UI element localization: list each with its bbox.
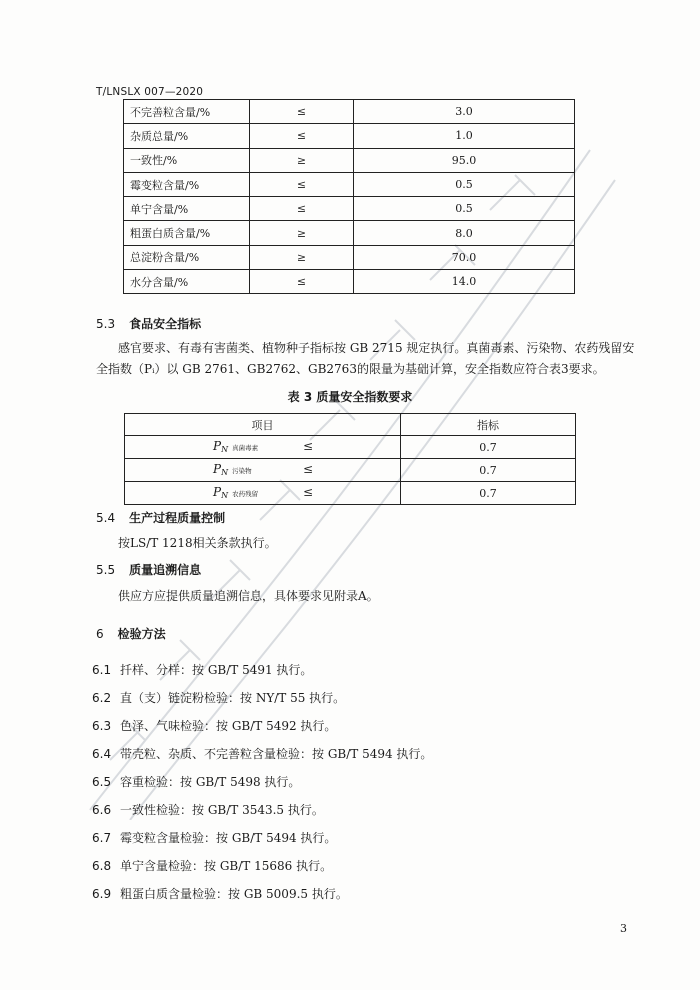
- comparison-operator: ≤: [303, 462, 314, 476]
- item-name: 粗蛋白质含量/%: [124, 221, 250, 245]
- section-5-4-text: 按LS/T 1218相关条款执行。: [118, 536, 277, 550]
- item-value: 14.0: [354, 270, 575, 294]
- item-name: 单宁含量/%: [124, 197, 250, 221]
- item-text: 直（支）链淀粉检验：按 NY/T 55 执行。: [120, 691, 346, 705]
- item-name: 不完善粒含量/%: [124, 100, 250, 124]
- item-number: 6.2: [92, 691, 112, 705]
- item-text: 扦样、分样：按 GB/T 5491 执行。: [120, 663, 313, 677]
- table-row: [124, 172, 575, 196]
- item-value: 1.0: [354, 124, 575, 148]
- page-number: 3: [620, 922, 627, 935]
- item-text: 带壳粒、杂质、不完善粒含量检验：按 GB/T 5494 执行。: [120, 747, 433, 761]
- index-symbol: $P_N$ 污染物: [213, 462, 252, 477]
- list-item: [92, 717, 336, 734]
- section-title: 生产过程质量控制: [129, 511, 226, 525]
- item-value: 95.0: [354, 148, 575, 172]
- index-value: 0.7: [401, 459, 576, 482]
- quality-table: [123, 99, 575, 294]
- section-5-5-heading: [96, 561, 201, 578]
- section-6-heading: [96, 625, 166, 642]
- list-item: [92, 857, 332, 874]
- section-5-3-heading: [96, 315, 201, 332]
- comparison-operator: ≤: [250, 124, 354, 148]
- table-row: [125, 459, 576, 482]
- item-value: 70.0: [354, 245, 575, 269]
- section-5-3-line-2: 全指数（Pᵢ）以 GB 2761、GB2762、GB2763的限量为基础计算，安全指数应符合表3要求。: [96, 362, 605, 376]
- item-text: 一致性检验：按 GB/T 3543.5 执行。: [120, 803, 324, 817]
- table-row: [124, 270, 575, 294]
- table-row: [125, 436, 576, 459]
- header-index: 指标: [401, 414, 576, 436]
- table-header-row: [125, 414, 576, 436]
- table-row: [124, 100, 575, 124]
- item-number: 6.1: [92, 663, 112, 677]
- table-3: [124, 413, 576, 505]
- item-value: 3.0: [354, 100, 575, 124]
- header-item: 项目: [125, 414, 401, 436]
- item-number: 6.4: [92, 747, 112, 761]
- index-value: 0.7: [401, 482, 576, 505]
- comparison-operator: ≤: [250, 270, 354, 294]
- section-5-3-line-1: 感官要求、有毒有害菌类、植物种子指标按 GB 2715 规定执行。真菌毒素、污染物、农药残留安: [118, 341, 635, 355]
- list-item: [92, 885, 348, 902]
- item-number: 6.5: [92, 775, 112, 789]
- comparison-operator: ≤: [250, 197, 354, 221]
- index-symbol: $P_N$ 农药残留: [213, 485, 259, 500]
- table-row: [124, 245, 575, 269]
- index-symbol: $P_N$ 真菌毒素: [213, 439, 259, 454]
- table-row: [124, 197, 575, 221]
- item-number: 6.8: [92, 859, 112, 873]
- comparison-operator: ≥: [250, 221, 354, 245]
- item-cell: [125, 436, 401, 459]
- list-item: [92, 829, 336, 846]
- item-name: 一致性/%: [124, 148, 250, 172]
- table-row: [124, 148, 575, 172]
- table-3-caption: 表 3 质量安全指数要求: [287, 390, 413, 404]
- section-title: 检验方法: [117, 627, 166, 641]
- comparison-operator: ≥: [250, 148, 354, 172]
- item-text: 单宁含量检验：按 GB/T 15686 执行。: [120, 859, 333, 873]
- table-row: [124, 124, 575, 148]
- item-name: 杂质总量/%: [124, 124, 250, 148]
- item-value: 0.5: [354, 172, 575, 196]
- comparison-operator: ≤: [250, 100, 354, 124]
- table-row: [125, 482, 576, 505]
- document-code: T/LNSLX 007—2020: [96, 86, 204, 98]
- item-text: 色泽、气味检验：按 GB/T 5492 执行。: [120, 719, 337, 733]
- item-cell: [125, 482, 401, 505]
- table-row: [124, 221, 575, 245]
- item-name: 总淀粉含量/%: [124, 245, 250, 269]
- comparison-operator: ≤: [303, 439, 314, 453]
- item-text: 粗蛋白质含量检验：按 GB 5009.5 执行。: [120, 887, 348, 901]
- list-item: [92, 689, 345, 706]
- comparison-operator: ≤: [250, 172, 354, 196]
- item-text: 霉变粒含量检验：按 GB/T 5494 执行。: [120, 831, 337, 845]
- item-value: 8.0: [354, 221, 575, 245]
- item-name: 霉变粒含量/%: [124, 172, 250, 196]
- comparison-operator: ≥: [250, 245, 354, 269]
- section-5-5-text: 供应方应提供质量追溯信息，具体要求见附录A。: [118, 589, 379, 603]
- list-item: [92, 745, 432, 762]
- section-number: 5.4: [96, 511, 116, 525]
- item-number: 6.7: [92, 831, 112, 845]
- section-number: 6: [96, 627, 104, 641]
- section-number: 5.5: [96, 563, 116, 577]
- list-item: [92, 801, 324, 818]
- comparison-operator: ≤: [303, 485, 314, 499]
- item-cell: [125, 459, 401, 482]
- section-title: 质量追溯信息: [129, 563, 202, 577]
- section-5-4-heading: [96, 509, 225, 526]
- item-value: 0.5: [354, 197, 575, 221]
- item-number: 6.9: [92, 887, 112, 901]
- section-title: 食品安全指标: [129, 317, 202, 331]
- list-item: [92, 661, 312, 678]
- item-number: 6.6: [92, 803, 112, 817]
- index-value: 0.7: [401, 436, 576, 459]
- section-number: 5.3: [96, 317, 116, 331]
- item-text: 容重检验：按 GB/T 5498 执行。: [120, 775, 301, 789]
- list-item: [92, 773, 300, 790]
- item-name: 水分含量/%: [124, 270, 250, 294]
- item-number: 6.3: [92, 719, 112, 733]
